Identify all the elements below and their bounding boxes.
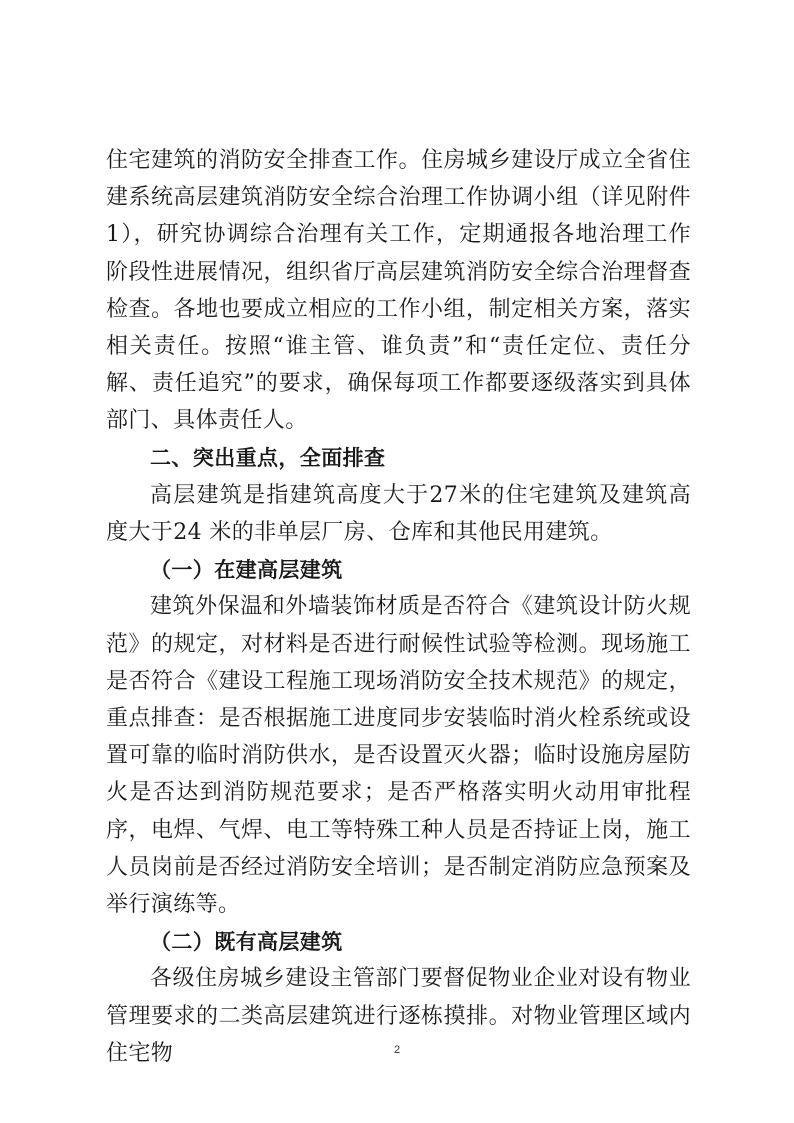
paragraph-existing-buildings: 各级住房城乡建设主管部门要督促物业企业对设有物业管理要求的二类高层建筑进行逐栋摸排。对物业管理区域内住宅物	[106, 966, 691, 1066]
document-body	[106, 142, 691, 1072]
paragraph-under-construction-checks: 建筑外保温和外墙装饰材质是否符合《建筑设计防火规范》的规定，对材料是否进行耐候性试验等检测。现场施工是否符合《建设工程施工现场消防安全技术规范》的规定，重点排查：是否根据施工进度同步安装临时消火栓系统或设置可靠的临时消防供水，是否设置灭火器；临时设施房屋防火是否达到消防规范要求；是否严格落实明火动用审批程序，电焊、气焊、电工等特殊工种人员是否持证上岗，施工人员岗前是否经过消防安全培训；是否制定消防应急预案及举行演练等。	[106, 594, 691, 918]
section-heading-key-inspection: 二、突出重点，全面排查	[150, 445, 386, 470]
page-number: 2	[393, 1044, 401, 1056]
subsection-heading-existing-buildings: （二）既有高层建筑	[150, 929, 343, 955]
subsection-heading-under-construction: （一）在建高层建筑	[150, 557, 343, 583]
paragraph-high-rise-definition: 高层建筑是指建筑高度大于27米的住宅建筑及建筑高度大于24 米的非单层厂房、仓库和其他民用建筑。	[106, 482, 691, 546]
paragraph-responsibility: 住宅建筑的消防安全排查工作。住房城乡建设厅成立全省住建系统高层建筑消防安全综合治理工作协调小组（详见附件 1），研究协调综合治理有关工作，定期通报各地治理工作阶段性进展情况，组织省厅高层建筑消防安全综合治理督查检查。各地也要成立相应的工作小组，制定相关方案，落实相关责任。按照“谁主管、谁负责”和“责任定位、责任分解、责任追究”的要求，确保每项工作都要逐级落实到具体部门、具体责任人。	[106, 148, 691, 434]
